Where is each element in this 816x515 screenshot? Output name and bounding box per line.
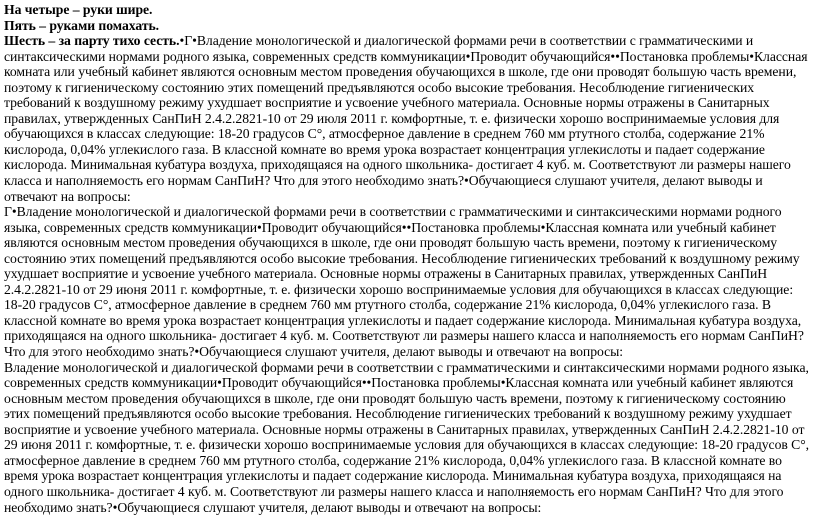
rhyme-line-four: На четыре – руки шире. [4, 2, 153, 17]
rhyme-line-six: Шесть – за парту тихо сесть. [4, 33, 180, 49]
paragraph-third: Владение монологической и диалогической формами речи в соответствии с грамматическими и синтаксическими нормами родного языка, современных средств коммуникации•Проводит обучающийся••Постановка проблемы•Классная комната или учебный кабинет являются основным местом проведения обучающихся в школе, где они проводят большую часть времени, поэтому к гигиеническому состоянию этих помещений предъявляются особо высокие требования. Несоблюдение гигиенических требований к воздушному режиму ухудшает восприятие и усвоение учебного материала. Основные нормы отражены в Санитарных правилах, утвержденных СанПиН 2.4.2.2821-10 от 29 июня 2011 г. комфортные, т. е. физически хорошо воспринимаемые условия для обучающихся в классах следующие: 18-20 градусов С°, атмосферное давление в среднем 760 мм ртутного столба, содержание 21% кислорода, 0,04% углекислого газа. В классной комнате во время урока возрастает концентрация углекислоты и падает содержание кислорода. Минимальная кубатура воздуха, приходящаяся на одного школьника- достигает 4 куб. м. Соответствуют ли размеры нашего класса и наполняемость его нормам СанПиН? Что для этого необходимо знать?•Обучающиеся слушают учителя, делают выводы и отвечают на вопросы: [4, 359, 810, 515]
document-body [4, 2, 810, 515]
paragraph-first-text: •Г•Владение монологической и диалогической формами речи в соответствии с грамматическими и синтаксическими нормами родного языка, современных средств коммуникации•Проводит обучающийся••Постановка проблемы•Классная комната или учебный кабинет являются основным местом проведения обучающихся в школе, где они проводят большую часть времени, поэтому к гигиеническому состоянию этих помещений предъявляются особо высокие требования. Несоблюдение гигиенических требований к воздушному режиму ухудшает восприятие и усвоение учебного материала. Основные нормы отражены в Санитарных правилах, утвержденных СанПиН 2.4.2.2821-10 от 29 июля 2011 г. комфортные, т. е. физически хорошо воспринимаемые условия для обучающихся в классах следующие: 18-20 градусов С°, атмосферное давление в среднем 760 мм ртутного столба, содержание 21% кислорода, 0,04% углекислого газа. В классной комнате во время урока возрастает концентрация углекислоты и падает содержание кислорода. Минимальная кубатура воздуха, приходящаяся на одного школьника- достигает 4 куб. м. Соответствуют ли размеры нашего класса и наполняемость его нормам СанПиН? Что для этого необходимо знать?•Обучающиеся слушают учителя, делают выводы и отвечают на вопросы: [4, 33, 808, 204]
paragraph-second: Г•Владение монологической и диалогической формами речи в соответствии с грамматическими и синтаксическими нормами родного языка, современных средств коммуникации•Проводит обучающийся••Постановка проблемы•Классная комната или учебный кабинет являются основным местом проведения обучающихся в школе, где они проводят большую часть времени, поэтому к гигиеническому состоянию этих помещений предъявляются особо высокие требования. Несоблюдение гигиенических требований к воздушному режиму ухудшает восприятие и усвоение учебного материала. Основные нормы отражены в Санитарных правилах, утвержденных СанПиН 2.4.2.2821-10 от 29 июня 2011 г. комфортные, т. е. физически хорошо воспринимаемые условия для обучающихся в классах следующие: 18-20 градусов С°, атмосферное давление в среднем 760 мм ртутного столба, содержание 21% кислорода, 0,04% углекислого газа. В классной комнате во время урока возрастает концентрация углекислоты и падает содержание кислорода. Минимальная кубатура воздуха, приходящаяся на одного школьника- достигает 4 куб. м. Соответствуют ли размеры нашего класса и наполняемость его нормам СанПиН? Что для этого необходимо знать?•Обучающиеся слушают учителя, делают выводы и отвечают на вопросы: [4, 204, 804, 360]
rhyme-line-five: Пять – руками помахать. [4, 17, 160, 33]
paragraph-first [4, 33, 810, 204]
